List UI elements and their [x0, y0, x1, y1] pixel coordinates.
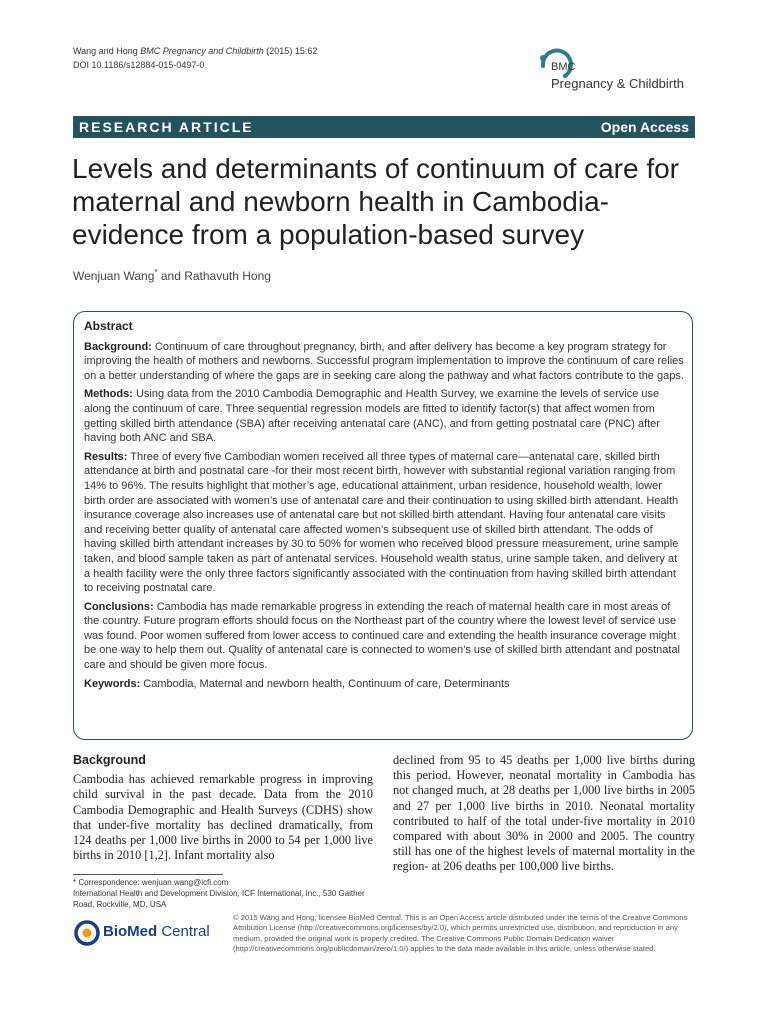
journal-logo[interactable]	[535, 44, 700, 99]
abstract-results-label: Results:	[84, 450, 128, 463]
abstract-background	[84, 340, 684, 384]
doi-text[interactable]: DOI 10.1186/s12884-015-0497-0	[73, 60, 205, 70]
abstract-keywords-label: Keywords:	[84, 677, 141, 690]
body-column-left	[73, 753, 373, 863]
footnote	[73, 877, 383, 910]
abstract-results-text: Three of every five Cambodian women received all three types of maternal care—antenatal care, skilled birth attendance at birth and postnatal care -for their most recent birth, however with substantial regional variation ranging from 14% to 96%. The results highlight that mother’s age, educational attainment, urban residence, household wealth, lower birth order are associated with women’s use of antenatal care and their continuation to using skilled birth attendant. Health insurance coverage also increases use of antenatal care but not skilled birth attendant. Having four antenatal care visits and receiving better quality of antenatal care affected women’s subsequent use of skilled birth attendant. The odds of having skilled birth attendant increases by 30 to 50% for women who received blood pressure measurement, urine sample taken, and blood sample taken as part of antenatal services. Household wealth status, urine sample taken, and delivery at a health facility were the only three factors significantly associated with the continuation from having skilled birth attendant to receiving postnatal care.	[84, 450, 679, 595]
abstract-methods	[84, 387, 684, 445]
abstract-conclusions	[84, 600, 684, 673]
publisher-logo[interactable]	[73, 916, 223, 950]
publisher-logo-bold: BioMed	[103, 923, 158, 940]
body-paragraph-left: Cambodia has achieved remarkable progress in improving child survival in the past decade. Data from the 2010 Cambodia Demographic and Health Surveys (CDHS) show that under-five mortality has declined dramatically, from 124 deaths per 1,000 live births in 2000 to 54 per 1,000 live births in 2010 [1,2]. Infant mortality also	[73, 772, 373, 863]
author-list	[73, 268, 271, 283]
body-paragraph-right: declined from 95 to 45 deaths per 1,000 live births during this period. However, neonatal mortality in Cambodia has not changed much, at 28 deaths per 1,000 live births in 2005 and 27 per 1,000 live births in 2010. Neonatal mortality contributed to half of the total under-five mortality in 2010 compared with about 30% in 2000 and 2005. The country still has one of the highest levels of maternal mortality in the region- at 206 deaths per 100,000 live births.	[393, 753, 695, 874]
author-affiliation: International Health and Development Division, ICF International, Inc., 530 Gaither Road, Rockville, MD, USA	[73, 889, 365, 909]
abstract-methods-text: Using data from the 2010 Cambodia Demographic and Health Survey, we examine the levels of service use along the continuum of care. Three sequential regression models are fitted to identify factor(s) that affect women from getting skilled birth attendance (SBA) after receiving antenatal care (ANC), and from getting postnatal care (PNC) after having both ANC and SBA.	[84, 388, 660, 445]
abstract-box	[73, 311, 693, 740]
footnote-divider	[73, 874, 223, 875]
citation-line	[73, 44, 317, 58]
license-statement: © 2015 Wang and Hong; licensee BioMed Central. This is an Open Access article distributed under the terms of the Creative Commons Attribution License (http://creativecommons.org/licenses/by/2.0), which permits unrestricted use, distribution, and reproduction in any medium, provided the original work is properly credited. The Creative Commons Public Domain Dedication waiver (http://creativecommons.org/publicdomain/zero/1.0/) applies to the data made available in this article, unless otherwise stated.	[233, 913, 688, 954]
journal-logo-name: Pregnancy & Childbirth	[551, 76, 684, 91]
abstract-conclusions-label: Conclusions:	[84, 600, 154, 613]
journal-logo-bmc: BMC	[551, 61, 576, 73]
author-1[interactable]: Wenjuan Wang	[73, 269, 155, 283]
citation-details: (2015) 15:62	[263, 46, 318, 56]
abstract-heading: Abstract	[84, 319, 133, 333]
citation-authors: Wang and Hong	[73, 46, 138, 56]
abstract-methods-label: Methods:	[84, 388, 133, 401]
body-column-right	[393, 753, 695, 875]
correspondence-email[interactable]: * Correspondence: wenjuan.wang@icfi.com	[73, 878, 229, 887]
citation-journal: BMC Pregnancy and Childbirth	[140, 46, 264, 56]
author-2: and Rathavuth Hong	[157, 269, 271, 283]
abstract-background-text: Continuum of care throughout pregnancy, birth, and after delivery has become a key program strategy for improving the health of mothers and newborns. Successful program implementation to improve the continuum of care relies on a better understanding of where the gaps are in seeking care along the pathway and what factors contribute to the gaps.	[84, 340, 684, 382]
abstract-keywords-text: Cambodia, Maternal and newborn health, Continuum of care, Determinants	[140, 677, 510, 690]
section-heading-background: Background	[73, 753, 146, 767]
article-title: Levels and determinants of continuum of care for maternal and newborn health in Cambodia-evidence from a population-based survey	[72, 153, 680, 250]
publisher-logo-text	[103, 923, 210, 940]
corresponding-mark: *	[154, 268, 158, 277]
abstract-results	[84, 450, 684, 596]
abstract-conclusions-text: Cambodia has made remarkable progress in extending the reach of maternal health care in most areas of the country. Future program efforts should focus on the Northeast part of the country where the lowest level of service use was found. Poor women suffered from lower access to continued care and extending the health insurance coverage might be one way to help them out. Quality of antenatal care is connected to women’s use of skilled birth attendant and postnatal care and should be given more focus.	[84, 600, 681, 672]
abstract-background-label: Background:	[84, 340, 152, 353]
publisher-logo-regular: Central	[157, 923, 210, 940]
abstract-keywords	[84, 677, 684, 692]
article-banner	[73, 116, 695, 138]
open-access-label: Open Access	[600, 119, 689, 135]
article-type-label: RESEARCH ARTICLE	[79, 119, 254, 135]
citation-header	[73, 44, 317, 72]
publisher-logo-icon	[73, 919, 101, 947]
